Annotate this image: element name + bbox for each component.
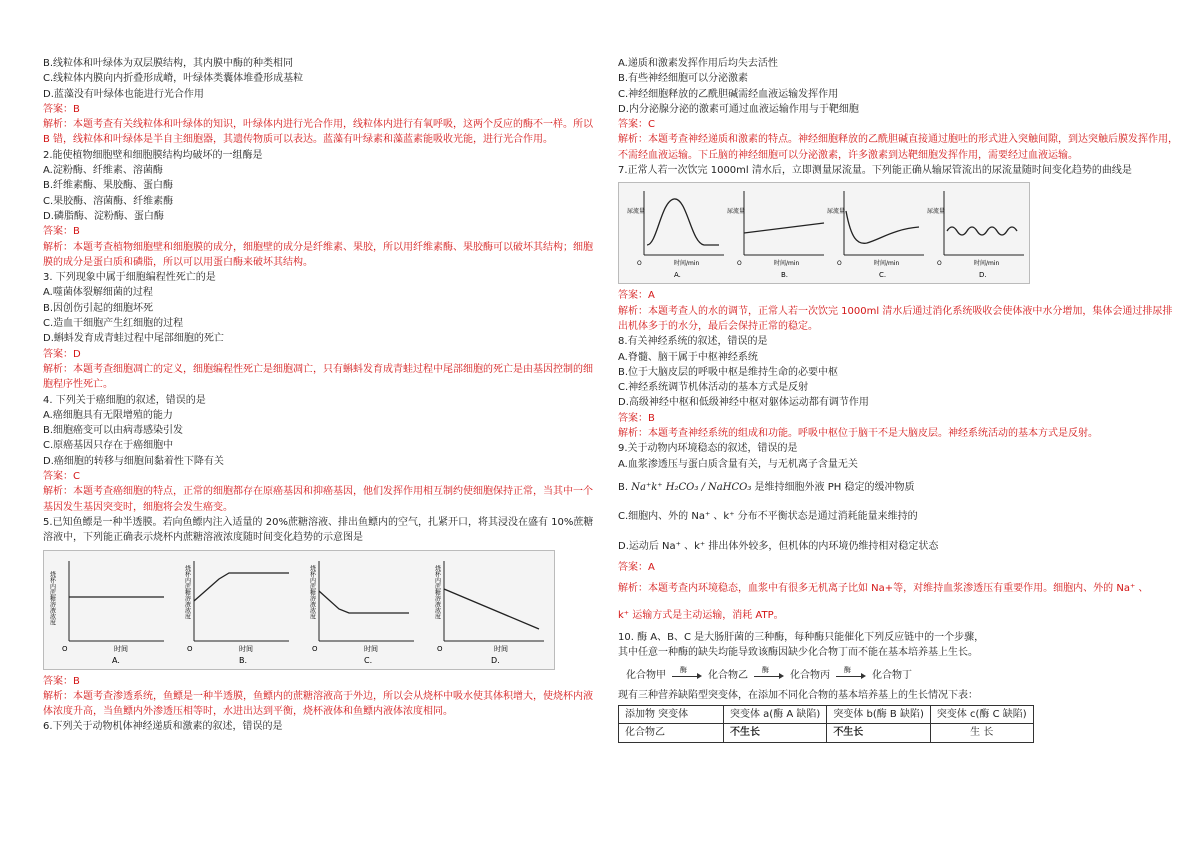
q7-origin-a: O — [637, 260, 642, 268]
q10-stem-line2: 其中任意一种酶的缺失均能导致该酶因缺少化合物丁而不能在基本培养基上生长。 — [618, 647, 978, 659]
q8-option-d: D.高级神经中枢和低级神经中枢对躯体运动都有调节作用 — [618, 397, 869, 409]
q7-graphs — [619, 183, 1029, 283]
q7-origin-b: O — [737, 260, 742, 268]
q6-option-c: C.神经细胞释放的乙酰胆碱需经血液运输发挥作用 — [618, 88, 839, 100]
q5-xlabel-b: 时间 — [239, 644, 253, 653]
table-cell: 不生长 — [827, 724, 931, 742]
q5-origin-d: O — [437, 644, 443, 653]
q7-ylabel-c: 尿流量 — [827, 208, 846, 216]
q7-xlabel-a: 时间/min — [674, 260, 700, 268]
q7-ylabel-b: 尿流量 — [727, 208, 746, 216]
q5-stem: 5.已知鱼鳔是一种半透膜。若向鱼鳔内注入适量的 20%蔗糖溶液、排出鱼鳔内的空气，扎紧开口，将其浸没在盛有 10%蔗糖溶液中，下列能正确表示烧杯内蔗糖溶液浓度随时间变化趋势的示意图是 — [43, 516, 594, 544]
q7-ylabel-a: 尿流量 — [627, 208, 646, 216]
table-row — [619, 705, 1034, 723]
q7-xlabel-d: 时间/min — [974, 260, 1000, 268]
table-header-cell: 突变体 c(酶 C 缺陷) — [930, 705, 1033, 723]
chain-enzyme-2: 酶 — [762, 665, 769, 674]
q7-label-d: D. — [979, 271, 987, 280]
table-header-cell: 突变体 b(酶 B 缺陷) — [827, 705, 931, 723]
q3-answer: 答案：D — [43, 348, 81, 360]
q9-analysis-line2: k⁺ 运输方式是主动运输，消耗 ATP。 — [618, 610, 784, 622]
q6-option-a: A.递质和激素发挥作用后均失去活性 — [618, 58, 778, 69]
chain-arrow-3 — [836, 665, 866, 680]
q2-option-c: C.果胶酶、溶菌酶、纤维素酶 — [43, 195, 174, 207]
q5-ylabel-b: 烧杯内蔗糖溶液浓度 — [183, 564, 191, 619]
q5-graphs — [44, 551, 554, 669]
q9-option-b — [618, 480, 1178, 495]
q2-stem: 2.能使植物细胞壁和细胞膜结构均破坏的一组酶是 — [43, 149, 263, 161]
q5-ylabel-c: 烧杯内蔗糖溶液浓度 — [308, 564, 316, 619]
q4-answer: 答案：C — [43, 471, 80, 483]
chain-enzyme-1: 酶 — [680, 665, 687, 674]
q5-label-a: A. — [112, 655, 120, 665]
q9-option-b-prefix: B. — [618, 481, 629, 493]
q8-option-c: C.神经系统调节机体活动的基本方式是反射 — [618, 382, 809, 394]
right-column — [618, 56, 1178, 743]
q5-xlabel-c: 时间 — [364, 644, 378, 653]
q4-stem: 4. 下列关于癌细胞的叙述，错误的是 — [43, 394, 206, 406]
q6-option-d: D.内分泌腺分泌的激素可通过血液运输作用与于靶细胞 — [618, 103, 859, 115]
chain-compound-3: 化合物丙 — [790, 670, 830, 682]
q7-origin-d: O — [937, 260, 942, 268]
reaction-chain — [626, 665, 1178, 683]
q5-graph-d — [434, 561, 545, 665]
q10-stem-line1: 10. 酶 A、B、C 是大肠肝菌的三种酶，每种酶只能催化下列反应链中的一个步骤， — [618, 631, 985, 643]
q8-analysis: 解析：本题考查神经系统的组成和功能。呼吸中枢位于脑干不是大脑皮层。神经系统活动的基本方式是反射。 — [618, 428, 1098, 440]
q9-option-c: C.细胞内、外的 Na⁺ 、k⁺ 分布不平衡状态是通过消耗能量来维持的 — [618, 511, 918, 523]
q6-answer: 答案：C — [618, 119, 655, 131]
q2-option-b: B.纤维素酶、果胶酶、蛋白酶 — [43, 180, 174, 192]
q7-origin-c: O — [837, 260, 842, 268]
q5-origin-b: O — [187, 644, 193, 653]
table-header-cell: 添加物 突变体 — [619, 705, 724, 723]
q7-analysis: 解析：本题考查人的水的调节，正常人若一次饮完 1000ml 清水后通过消化系统吸收会使体液中水分增加，集体会通过排尿排出机体多于的水分，最后会保持正常的稳定。 — [618, 305, 1173, 332]
table-cell: 生 长 — [930, 724, 1033, 742]
q5-graph-a — [49, 561, 165, 665]
q4-option-d: D.癌细胞的转移与细胞间黏着性下降有关 — [43, 455, 224, 467]
q6-analysis: 解析：本题考查神经递质和激素的特点。神经细胞释放的乙酰胆碱直接通过胞吐的形式进入突触间隙，到达突触后膜发挥作用，不需经血液运输。下丘脑的神经细胞可以分泌激素，许多激素到达靶细胞发挥作用，需要经过血液运输。 — [618, 134, 1178, 161]
q3-option-b: B.因创伤引起的细胞坏死 — [43, 302, 154, 314]
q3-option-a: A.噬菌体裂解细菌的过程 — [43, 287, 153, 299]
chain-compound-2: 化合物乙 — [708, 670, 748, 682]
q5-analysis: 解析：本题考查渗透系统，鱼鳔是一种半透膜，鱼鳔内的蔗糖溶液高于外边，所以会从烧杯中吸水使其体积增大，使烧杯内液体浓度升高，当鱼鳔内外渗透压相等时，水进出达到平衡，烧杯液体和鱼鳔内液体浓度相同。 — [43, 690, 593, 718]
q7-graph-b — [727, 191, 824, 279]
q10-stem-line3: 现有三种营养缺陷型突变体，在添加不同化合物的基本培养基上的生长情况下表： — [618, 689, 978, 701]
q1-answer: 答案：B — [43, 103, 80, 115]
q5-figure — [43, 550, 555, 670]
q4-analysis: 解析：本题考查癌细胞的特点，正常的细胞都存在原癌基因和抑癌基因，他们发挥作用相互制约使细胞保持正常，当其中一个基因发生基因突变时，细胞将会发生癌变。 — [43, 486, 593, 513]
q5-ylabel-a: 烧杯内蔗糖溶液浓度 — [48, 570, 56, 625]
chain-enzyme-3: 酶 — [844, 665, 851, 674]
q8-option-a: A.脊髓、脑干属于中枢神经系统 — [618, 351, 758, 363]
chain-arrow-1 — [672, 665, 702, 680]
q7-figure — [618, 182, 1030, 284]
chain-compound-1: 化合物甲 — [626, 670, 666, 682]
q7-graph-c — [827, 191, 924, 279]
q2-option-a: A.淀粉酶、纤维素、溶菌酶 — [43, 165, 163, 177]
q5-graph-b — [184, 561, 290, 665]
table-cell: 化合物乙 — [619, 724, 724, 742]
table-header-cell: 突变体 a(酶 A 缺陷) — [724, 705, 827, 723]
q7-label-a: A. — [674, 271, 681, 280]
q7-xlabel-b: 时间/min — [774, 260, 800, 268]
q2-answer: 答案：B — [43, 226, 80, 238]
q4-option-b: B.细胞癌变可以由病毒感染引发 — [43, 425, 184, 437]
q5-answer: 答案：B — [43, 675, 80, 687]
q6-stem: 6.下列关于动物机体神经递质和激素的叙述，错误的是 — [43, 721, 283, 733]
q4-option-a: A.癌细胞具有无限增殖的能力 — [43, 409, 173, 421]
q3-stem: 3. 下列现象中属于细胞编程性死亡的是 — [43, 272, 216, 284]
q9-analysis-line1: 解析：本题考查内环境稳态，血浆中有很多无机离子比如 Na+等，对维持血浆渗透压有重要作用。细胞内、外的 Na⁺ 、 — [618, 583, 1149, 595]
q9-option-a: A.血浆渗透压与蛋白质含量有关，与无机离子含量无关 — [618, 458, 858, 470]
q3-analysis: 解析：本题考查细胞凋亡的定义，细胞编程性死亡是细胞凋亡，只有蝌蚪发育成青蛙过程中尾部细胞的死亡是由基因控制的细胞程序性死亡。 — [43, 363, 593, 391]
q2-option-d: D.磷脂酶、淀粉酶、蛋白酶 — [43, 210, 164, 222]
q7-label-b: B. — [781, 271, 789, 280]
q7-graph-a — [627, 191, 724, 279]
chain-compound-4: 化合物丁 — [872, 670, 912, 682]
q5-origin-c: O — [312, 644, 318, 653]
table-cell: 不生长 — [724, 724, 827, 742]
q5-ylabel-d: 烧杯内蔗糖溶液浓度 — [433, 564, 441, 619]
q7-label-c: C. — [879, 271, 887, 280]
q9-option-b-formula: Na⁺k⁺ H₂CO₃ / NaHCO₃ — [631, 481, 752, 493]
q1-option-c: C.线粒体内膜向内折叠形成嵴，叶绿体类囊体堆叠形成基粒 — [43, 73, 304, 85]
q9-option-d: D.运动后 Na⁺ 、k⁺ 排出体外较多，但机体的内环境仍维持相对稳定状态 — [618, 540, 939, 552]
q8-option-b: B.位于大脑皮层的呼吸中枢是维持生命的必要中枢 — [618, 366, 839, 378]
q1-option-d: D.蓝藻没有叶绿体也能进行光合作用 — [43, 88, 204, 100]
q1-option-b: B.线粒体和叶绿体为双层膜结构，其内膜中酶的种类相同 — [43, 58, 294, 69]
q5-graph-c — [309, 561, 415, 665]
q9-option-b-suffix: 是维持细胞外液 PH 稳定的缓冲物质 — [754, 481, 915, 493]
q3-option-c: C.造血干细胞产生红细胞的过程 — [43, 318, 184, 330]
mutant-table — [618, 705, 1034, 743]
q5-xlabel-a: 时间 — [114, 644, 128, 653]
table-row — [619, 724, 1034, 742]
q2-analysis: 解析：本题考查植物细胞壁和细胞膜的成分，细胞壁的成分是纤维素、果胶，所以用纤维素酶、果胶酶可以破坏其结构；细胞膜的成分是蛋白质和磷脂，所以可以用蛋白酶来破坏其结构。 — [43, 241, 593, 268]
q6-option-b: B.有些神经细胞可以分泌激素 — [618, 73, 749, 85]
q5-label-c: C. — [364, 655, 373, 665]
q7-stem: 7.正常人若一次饮完 1000ml 清水后，立即测量尿流量。下列能正确从输尿管流出的尿流量随时间变化趋势的曲线是 — [618, 165, 1132, 177]
q8-answer: 答案：B — [618, 412, 655, 424]
q7-ylabel-d: 尿流量 — [927, 208, 946, 216]
q5-xlabel-d: 时间 — [494, 644, 508, 653]
q9-stem: 9.关于动物内环境稳态的叙述，错误的是 — [618, 443, 798, 455]
q3-option-d: D.蝌蚪发育成青蛙过程中尾部细胞的死亡 — [43, 333, 224, 345]
q5-origin-a: O — [62, 644, 68, 653]
q4-option-c: C.原癌基因只存在于癌细胞中 — [43, 440, 174, 452]
q7-xlabel-c: 时间/min — [874, 260, 900, 268]
chain-arrow-2 — [754, 665, 784, 680]
q5-label-d: D. — [491, 655, 500, 665]
q7-answer: 答案：A — [618, 290, 655, 302]
q1-analysis: 解析：本题考查有关线粒体和叶绿体的知识，叶绿体内进行光合作用，线粒体内进行有氧呼吸，这两个反应的酶不一样。所以 B 错，线粒体和叶绿体是半自主细胞器，其遗传物质可以表达。蓝藻有叶绿素和藻蓝素能吸收光能，进行光合作用。 — [43, 119, 593, 146]
left-column — [43, 56, 598, 735]
q9-answer: 答案：A — [618, 561, 655, 573]
q5-label-b: B. — [239, 655, 248, 665]
q8-stem: 8.有关神经系统的叙述，错误的是 — [618, 336, 768, 348]
q7-graph-d — [927, 191, 1024, 279]
